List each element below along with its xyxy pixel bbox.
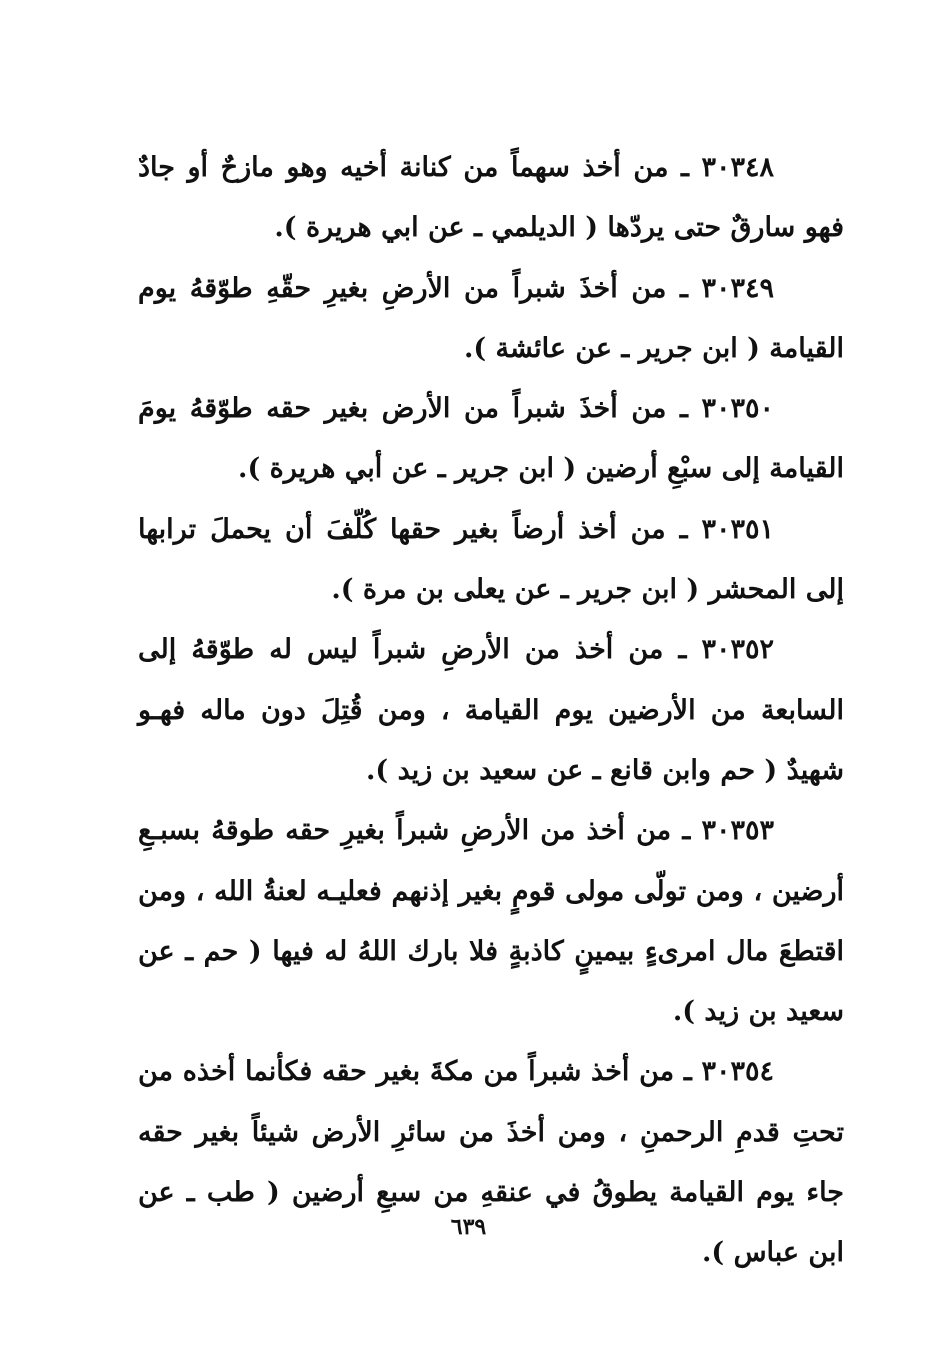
hadith-text: ـ من أخذ شبراً من مكةَ بغير حقه فكأنما أخذه من تحتِ قدمِ الرحمنِ ، ومن أخذَ من سائرِ الأرض شيئاً بغير حقه جاء يوم القيامة يطوقُ في عنقهِ من سبعِ أرضين ( طب ـ عن ابن عباس ). — [138, 1056, 844, 1269]
hadith-text: ـ من أخذَ شبراً من الأرضِ بغيرِ حقّهِ طوّقهُ يوم القيامة ( ابن جرير ـ عن عائشة ). — [138, 272, 844, 364]
hadith-number: ٣٠٣٤٩ — [701, 272, 774, 304]
hadith-entry-30354 — [138, 1042, 844, 1283]
hadith-number: ٣٠٣٥٠ — [701, 393, 774, 425]
hadith-number: ٣٠٣٤٨ — [701, 152, 775, 183]
hadith-entry-30350 — [138, 379, 844, 500]
hadith-text-block — [138, 138, 844, 1284]
hadith-text: ـ من أخذَ شبراً من الأرض بغير حقه طوّقهُ يومَ القيامة إلى سبْعِ أرضين ( ابن جرير ـ عن أبي هريرة ). — [138, 393, 844, 485]
hadith-entry-30352 — [138, 620, 844, 801]
hadith-entry-30351 — [138, 500, 844, 621]
hadith-entry-30348 — [138, 138, 844, 259]
hadith-number: ٣٠٣٥٢ — [701, 634, 774, 666]
hadith-text: ـ من أخذ من الأرضِ شبراً بغيرِ حقه طوقهُ بسبـعِ أرضين ، ومن تولّى مولى قومٍ بغير إذنهم فعليـه لعنةُ الله ، ومن اقتطعَ مال امرىءٍ بيمينٍ كاذبةٍ فلا بارك اللهُ له فيها ( حم ـ عن سعيد بن زيد ). — [138, 815, 844, 1028]
page-number: ٦٣٩ — [450, 1214, 487, 1240]
hadith-entry-30353 — [138, 801, 844, 1042]
hadith-number: ٣٠٣٥١ — [701, 513, 775, 545]
hadith-number: ٣٠٣٥٣ — [701, 815, 774, 847]
hadith-entry-30349 — [138, 259, 844, 380]
hadith-text: ـ من أخذ سهماً من كنانة أخيه وهو مازحٌ أو جادٌ فهو سارقٌ حتى يردّها ( الديلمي ـ عن ابي هريرة ). — [138, 152, 844, 244]
hadith-text: ـ من أخذ أرضاً بغير حقها كُلّفَ أن يحملَ ترابها إلى المحشر ( ابن جرير ـ عن يعلى بن مرة ). — [138, 513, 844, 606]
hadith-number: ٣٠٣٥٤ — [701, 1056, 774, 1088]
hadith-text: ـ من أخذ من الأرضِ شبراً ليس له طوّقهُ إلى السابعة من الأرضين يوم القيامة ، ومن قُتِلَ دون ماله فهـو شهيدٌ ( حم وابن قانع ـ عن سعيد بن زيد ). — [138, 634, 844, 786]
